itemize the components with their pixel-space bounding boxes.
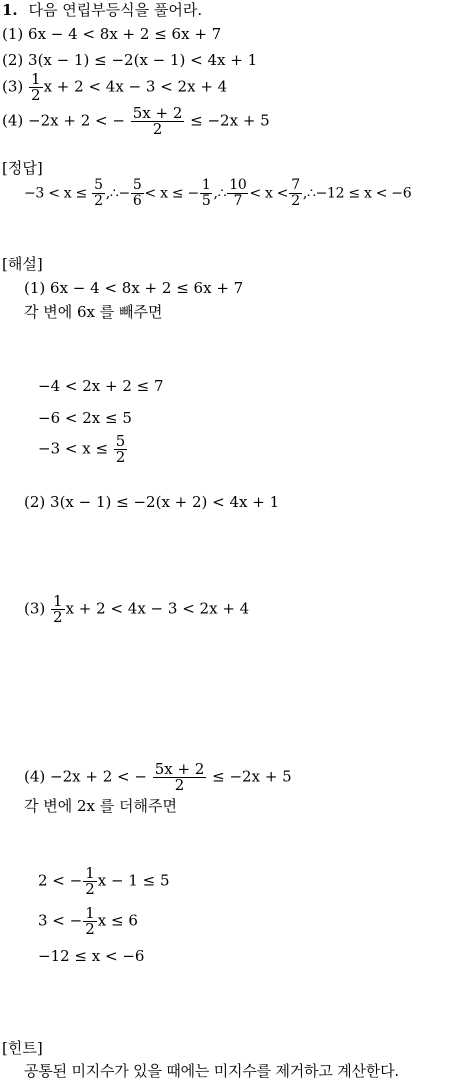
item-label: (1) <box>24 279 46 297</box>
problem-heading <box>2 0 202 20</box>
item-equation: x + 2 < 4x − 3 < 2x + 4 <box>65 599 250 618</box>
answer-text: −3 < x ≤ <box>24 185 87 202</box>
item-equation: 3(x − 1) ≤ −2(x − 1) < 4x + 1 <box>28 51 258 69</box>
problem-item-1 <box>2 24 221 44</box>
numerator: 7 <box>291 177 300 193</box>
answer-text: −12 ≤ x < −6 <box>315 185 412 202</box>
denominator: 5 <box>201 193 211 209</box>
fraction <box>51 594 65 625</box>
item-equation: −2x + 2 < − <box>50 767 147 786</box>
hint-header: [힌트] <box>2 1039 43 1057</box>
answer-text: < x ≤ − <box>144 185 199 202</box>
solution-1-final <box>38 434 128 465</box>
answer-header: [정답] <box>2 159 43 177</box>
fraction <box>289 178 302 209</box>
solution-4-note: 각 변에 2x 를 더해주면 <box>24 797 177 815</box>
problem-item-3 <box>2 72 227 103</box>
solution-4-equation <box>24 762 292 793</box>
item-equation: 3(x − 1) ≤ −2(x + 2) < 4x + 1 <box>50 493 280 511</box>
item-label: (4) <box>24 767 46 786</box>
solution-2-equation <box>24 492 279 512</box>
step-text: −3 < x ≤ <box>38 439 109 458</box>
item-label: (4) <box>2 111 24 130</box>
denominator: 7 <box>233 193 243 209</box>
fraction <box>29 72 43 103</box>
step-text: x − 1 ≤ 5 <box>97 871 170 890</box>
item-label: (3) <box>24 599 46 618</box>
problem-item-2 <box>2 50 257 70</box>
numerator: 5 <box>94 177 103 193</box>
solution-4-step-3: −12 ≤ x < −6 <box>38 947 145 965</box>
step-text: 2 < − <box>38 871 83 890</box>
denominator: 2 <box>152 120 163 138</box>
solution-1-note: 각 변에 6x 를 빼주면 <box>24 303 163 321</box>
solution-1-step-1: −4 < 2x + 2 ≤ 7 <box>38 377 164 395</box>
answer-text: < x < <box>249 185 289 202</box>
fraction <box>92 178 105 209</box>
item-label: (1) <box>2 25 24 43</box>
solution-4-step-2 <box>38 906 138 937</box>
numerator: 10 <box>229 177 247 193</box>
problem-item-4 <box>2 106 270 137</box>
fraction <box>83 866 97 897</box>
denominator: 2 <box>85 920 95 938</box>
item-label: (2) <box>2 51 24 69</box>
denominator: 2 <box>94 193 103 209</box>
fraction <box>200 178 213 209</box>
answer-separator: ,∴ <box>213 185 227 202</box>
fraction <box>131 178 144 209</box>
denominator: 2 <box>53 608 63 626</box>
numerator: 5x + 2 <box>132 104 183 122</box>
hint-text: 공통된 미지수가 있을 때에는 미지수를 제거하고 계산한다. <box>24 1062 399 1080</box>
solution-4-step-1 <box>38 866 170 897</box>
denominator: 2 <box>115 448 126 466</box>
denominator: 2 <box>85 880 95 898</box>
answer-text: − <box>118 185 130 202</box>
numerator: 1 <box>85 864 95 882</box>
solution-1-equation <box>24 278 243 298</box>
fraction <box>114 434 128 465</box>
fraction <box>131 106 185 137</box>
numerator: 5 <box>132 177 142 193</box>
item-equation: 6x − 4 < 8x + 2 ≤ 6x + 7 <box>50 279 244 297</box>
problem-number: 1. <box>2 1 18 19</box>
denominator: 2 <box>174 776 185 794</box>
item-equation: x + 2 < 4x − 3 < 2x + 4 <box>43 77 228 96</box>
numerator: 1 <box>85 904 95 922</box>
denominator: 6 <box>132 193 142 209</box>
fraction <box>227 178 248 209</box>
problem-title: 다음 연립부등식을 풀어라. <box>28 1 203 19</box>
answer-line <box>24 178 411 209</box>
step-text: x ≤ 6 <box>97 911 138 930</box>
numerator: 5 <box>115 432 126 450</box>
item-equation: −2x + 2 < − <box>28 111 125 130</box>
fraction <box>153 762 207 793</box>
denominator: 2 <box>31 86 41 104</box>
item-equation: ≤ −2x + 5 <box>190 111 270 130</box>
solution-1-step-2: −6 < 2x ≤ 5 <box>38 409 132 427</box>
item-equation: 6x − 4 < 8x + 2 ≤ 6x + 7 <box>28 25 222 43</box>
numerator: 1 <box>31 70 41 88</box>
step-text: 3 < − <box>38 911 83 930</box>
solution-header: [해설] <box>2 255 43 273</box>
answer-separator: ,∴ <box>302 185 316 202</box>
fraction <box>83 906 97 937</box>
answer-separator: ,∴ <box>105 185 119 202</box>
numerator: 1 <box>53 592 63 610</box>
denominator: 2 <box>291 193 300 209</box>
item-label: (2) <box>24 493 46 511</box>
item-equation: ≤ −2x + 5 <box>212 767 292 786</box>
numerator: 5x + 2 <box>154 760 205 778</box>
item-label: (3) <box>2 77 24 96</box>
solution-3-equation <box>24 594 249 625</box>
numerator: 1 <box>201 177 211 193</box>
